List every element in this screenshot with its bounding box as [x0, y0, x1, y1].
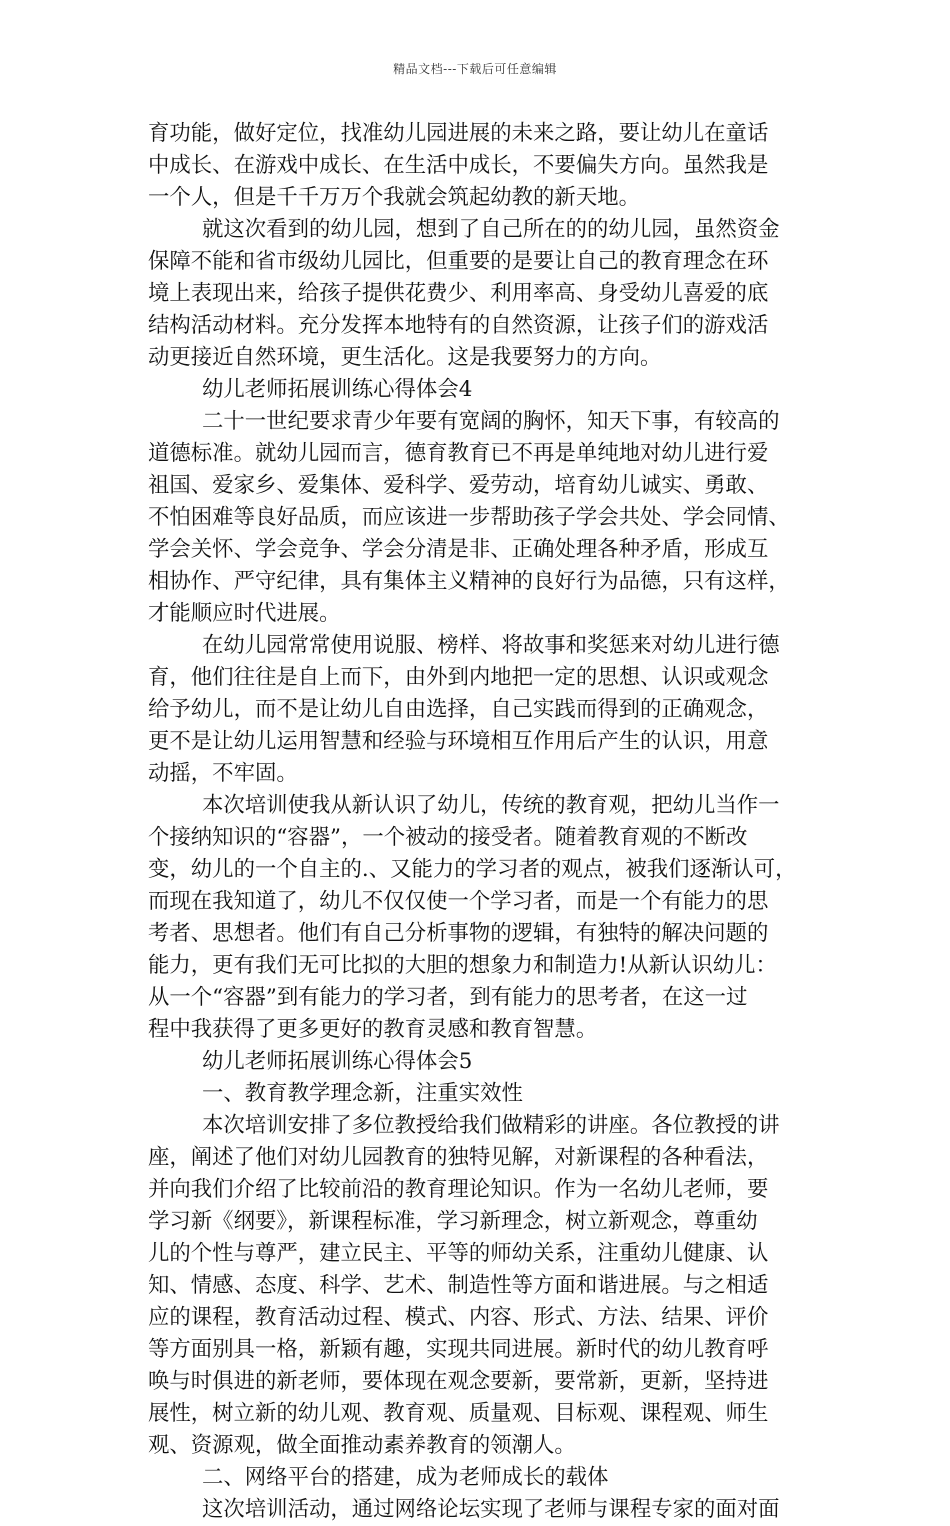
text-line: 二十一世纪要求青少年要有宽阔的胸怀，知天下事，有较高的 [202, 409, 780, 434]
text-line: 二、网络平台的搭建，成为老师成长的载体 [202, 1465, 609, 1490]
text-line: 本次培训使我从新认识了幼儿，传统的教育观，把幼儿当作一 [202, 793, 780, 818]
text-line: 就这次看到的幼儿园，想到了自己所在的的幼儿园，虽然资金 [202, 217, 780, 242]
text-line: 结构活动材料。充分发挥本地特有的自然资源，让孩子们的游戏活 [148, 313, 769, 338]
text-line: 这次培训活动，通过网络论坛实现了老师与课程专家的面对面 [202, 1497, 780, 1522]
text-line: 才能顺应时代进展。 [148, 601, 341, 626]
text-line: 育，他们往往是自上而下，由外到内地把一定的思想、认识或观念 [148, 665, 769, 690]
text-line: 道德标准。就幼儿园而言，德育教育已不再是单纯地对幼儿进行爱 [148, 441, 769, 466]
text-line: 能力，更有我们无可比拟的大胆的想象力和制造力!从新认识幼儿： [148, 953, 777, 978]
text-line: 给予幼儿，而不是让幼儿自由选择，自己实践而得到的正确观念， [148, 697, 769, 722]
page-header: 精品文档---下载后可任意编辑 [393, 62, 557, 76]
text-line: 一、教育教学理念新，注重实效性 [202, 1081, 523, 1106]
text-line: 相协作、严守纪律，具有集体主义精神的良好行为品德，只有这样， [148, 569, 790, 594]
text-line: 座，阐述了他们对幼儿园教育的独特见解，对新课程的各种看法， [148, 1145, 769, 1170]
text-line: 儿的个性与尊严，建立民主、平等的师幼关系，注重幼儿健康、认 [148, 1241, 769, 1266]
text-line: 考者、思想者。他们有自己分析事物的逻辑，有独特的解决问题的 [148, 921, 769, 946]
text-line: 育功能，做好定位，找准幼儿园进展的未来之路，要让幼儿在童话 [148, 121, 769, 146]
text-line: 变，幼儿的一个自主的.、又能力的学习者的观点，被我们逐渐认可， [148, 857, 797, 882]
text-line: 唤与时俱进的新老师，要体现在观念要新，要常新，更新，坚持进 [148, 1369, 769, 1394]
text-line: 学习新《纲要》，新课程标准，学习新理念，树立新观念，尊重幼 [148, 1209, 758, 1234]
text-line: 从一个“容器”到有能力的学习者，到有能力的思考者，在这一过 [148, 985, 748, 1010]
text-line: 应的课程，教育活动过程、模式、内容、形式、方法、结果、评价 [148, 1305, 769, 1330]
text-line: 程中我获得了更多更好的教育灵感和教育智慧。 [148, 1017, 598, 1042]
text-line: 幼儿老师拓展训练心得体会4 [202, 377, 473, 402]
text-line: 等方面别具一格，新颖有趣，实现共同进展。新时代的幼儿教育呼 [148, 1337, 769, 1362]
text-line: 学会关怀、学会竞争、学会分清是非、正确处理各种矛盾，形成互 [148, 537, 769, 562]
text-line: 并向我们介绍了比较前沿的教育理论知识。作为一名幼儿老师，要 [148, 1177, 769, 1202]
text-line: 幼儿老师拓展训练心得体会5 [202, 1049, 473, 1074]
text-line: 保障不能和省市级幼儿园比，但重要的是要让自己的教育理念在环 [148, 249, 769, 274]
text-line: 观、资源观，做全面推动素养教育的领潮人。 [148, 1433, 576, 1458]
text-line: 祖国、爱家乡、爱集体、爱科学、爱劳动，培育幼儿诚实、勇敢、 [148, 473, 769, 498]
document-body [148, 118, 810, 1526]
text-line: 知、情感、态度、科学、艺术、制造性等方面和谐进展。与之相适 [148, 1273, 769, 1298]
text-line: 境上表现出来，给孩子提供花费少、利用率高、身受幼儿喜爱的底 [148, 281, 769, 306]
text-line: 更不是让幼儿运用智慧和经验与环境相互作用后产生的认识，用意 [148, 729, 769, 754]
text-line: 本次培训安排了多位教授给我们做精彩的讲座。各位教授的讲 [202, 1113, 780, 1138]
text-line: 在幼儿园常常使用说服、榜样、将故事和奖惩来对幼儿进行德 [202, 633, 780, 658]
text-line: 不怕困难等良好品质，而应该进一步帮助孩子学会共处、学会同情、 [148, 505, 790, 530]
text-line: 而现在我知道了，幼儿不仅仅使一个学习者，而是一个有能力的思 [148, 889, 769, 914]
text-line: 一个人，但是千千万万个我就会筑起幼教的新天地。 [148, 185, 640, 210]
text-line: 展性，树立新的幼儿观、教育观、质量观、目标观、课程观、师生 [148, 1401, 769, 1426]
text-line: 中成长、在游戏中成长、在生活中成长，不要偏失方向。虽然我是 [148, 153, 769, 178]
text-line: 动更接近自然环境，更生活化。这是我要努力的方向。 [148, 345, 662, 370]
text-line: 个接纳知识的“容器”，一个被动的接受者。随着教育观的不断改 [148, 825, 748, 850]
text-line: 动摇，不牢固。 [148, 761, 298, 786]
